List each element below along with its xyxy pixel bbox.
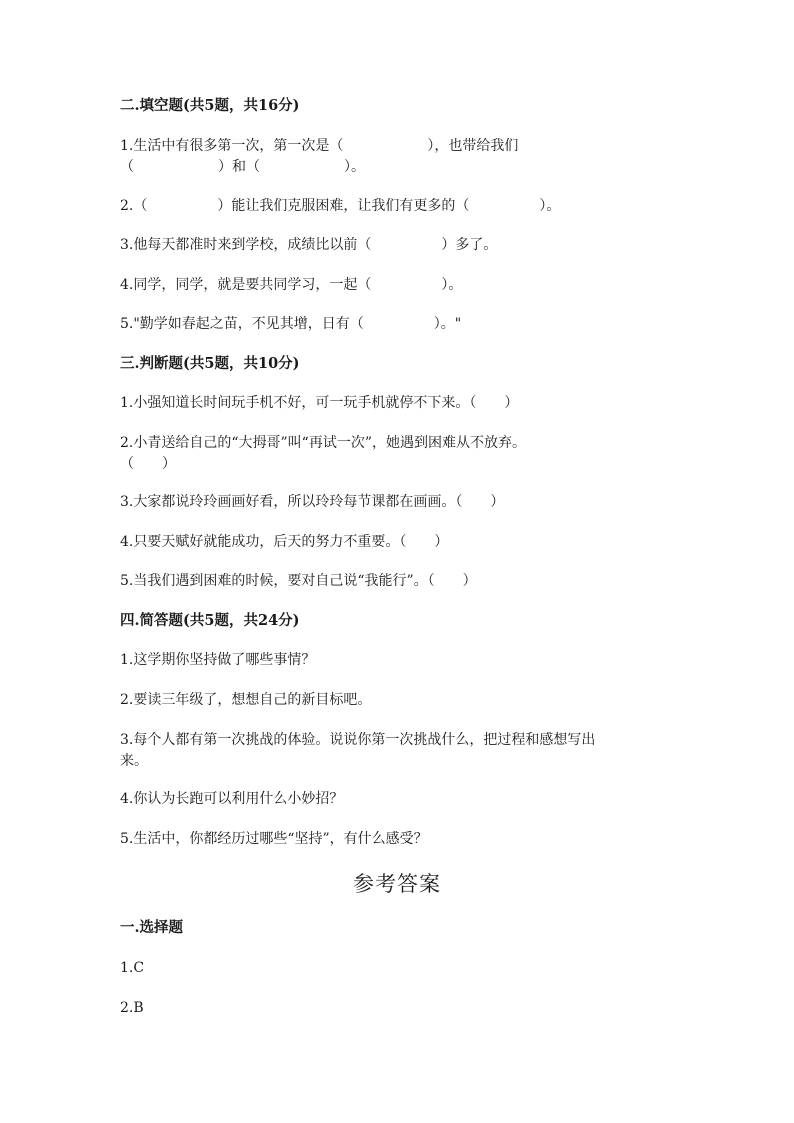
answer-key-title: 参考答案: [353, 872, 441, 896]
fill-question-1-line-2: （ ）和（ ）。: [120, 159, 365, 175]
judge-question-4: 4.只要天赋好就能成功，后天的努力不重要。（ ）: [120, 534, 449, 550]
short-question-5: 5.生活中，你都经历过哪些“坚持”，有什么感受？: [120, 831, 428, 847]
fill-question-2: 2.（ ）能让我们克服困难，让我们有更多的（ ）。: [120, 198, 561, 214]
short-question-4: 4.你认为长跑可以利用什么小妙招？: [120, 791, 344, 807]
short-question-3-line-2: 来。: [120, 753, 148, 769]
short-question-3-line-1: 3.每个人都有第一次挑战的体验。说说你第一次挑战什么，把过程和感想写出: [120, 732, 596, 748]
fill-question-3: 3.他每天都准时来到学校，成绩比以前（ ）多了。: [120, 237, 498, 253]
choice-answers-heading: 一.选择题: [120, 919, 184, 936]
judge-question-1: 1.小强知道长时间玩手机不好，可一玩手机就停不下来。（ ）: [120, 395, 519, 411]
judge-question-2-line-2: （ ）: [120, 456, 176, 472]
short-question-2: 2.要读三年级了，想想自己的新目标吧。: [120, 692, 372, 708]
fill-question-5: 5."勤学如春起之苗，不见其增，日有（ ）。": [120, 316, 462, 332]
short-section-heading: 四.简答题(共5题，共24分): [120, 612, 300, 629]
judge-question-2-line-1: 2.小青送给自己的“大拇哥”叫“再试一次”，她遇到困难从不放弃。: [120, 435, 526, 451]
fill-section-heading: 二.填空题(共5题，共16分): [120, 97, 300, 114]
judge-question-5: 5.当我们遇到困难的时候，要对自己说“我能行”。（ ）: [120, 573, 477, 589]
answer-1: 1.C: [120, 960, 145, 976]
fill-question-1-line-1: 1.生活中有很多第一次，第一次是（ ），也带给我们: [120, 138, 519, 154]
judge-question-3: 3.大家都说玲玲画画好看，所以玲玲每节课都在画画。（ ）: [120, 494, 505, 510]
answer-2: 2.B: [120, 1000, 144, 1016]
short-question-1: 1.这学期你坚持做了哪些事情？: [120, 652, 316, 668]
judge-section-heading: 三.判断题(共5题，共10分): [120, 355, 300, 372]
fill-question-4: 4.同学，同学，就是要共同学习，一起（ ）。: [120, 277, 463, 293]
